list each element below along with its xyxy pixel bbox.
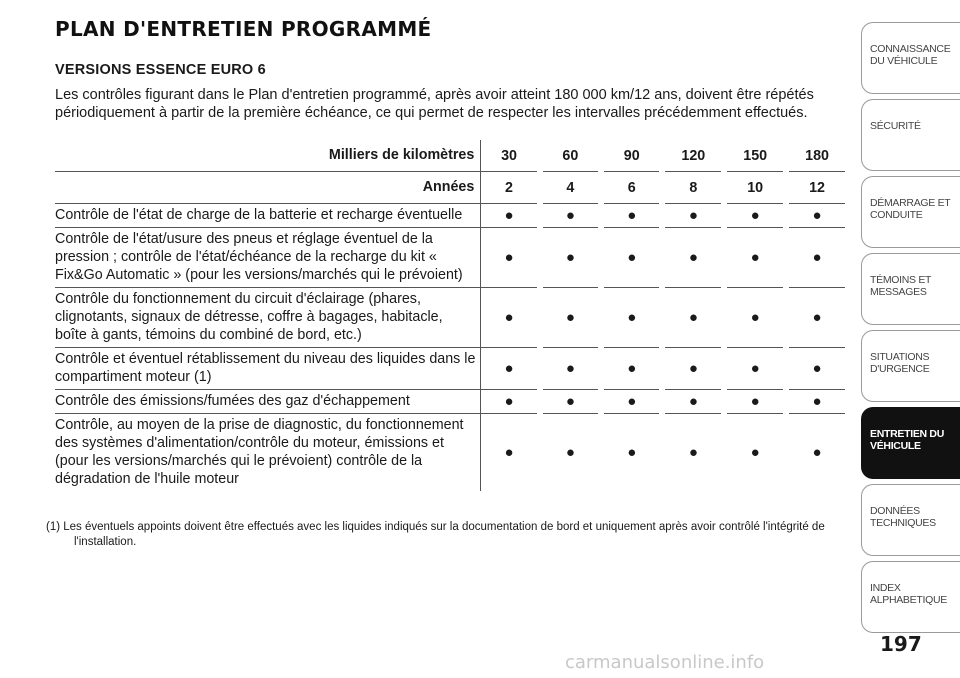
- row-label: Contrôle du fonctionnement du circuit d'éclairage (phares, clignotants, signaux de détresse, coffre à bagages, habitacle, boîte à gants, témoins du combiné de bord, etc.): [55, 288, 481, 348]
- sidebar-item-label: D'URGENCE: [870, 363, 930, 375]
- check-dot: ●: [540, 228, 601, 288]
- sidebar-item-temoins[interactable]: [861, 253, 960, 325]
- check-dot: ●: [724, 414, 786, 492]
- years-value: 12: [786, 172, 845, 204]
- row-label: Contrôle des émissions/fumées des gaz d'échappement: [55, 390, 481, 414]
- table-row: [55, 390, 845, 414]
- sidebar-item-connaissance[interactable]: [861, 22, 960, 94]
- sidebar-item-label: DÉMARRAGE ET: [870, 197, 951, 209]
- check-dot: ●: [662, 288, 724, 348]
- check-dot: ●: [724, 288, 786, 348]
- km-value: 30: [481, 140, 540, 172]
- footnote: (1) Les éventuels appoints doivent être effectués avec les liquides indiqués sur la documentation de bord et uniquement après avoir contrôlé l'intégrité de l'installation.: [46, 521, 825, 548]
- check-dot: ●: [786, 414, 845, 492]
- maintenance-schedule-table: [55, 140, 845, 491]
- check-dot: ●: [481, 228, 540, 288]
- check-dot: ●: [724, 228, 786, 288]
- row-label: Contrôle et éventuel rétablissement du niveau des liquides dans le compartiment moteur (1): [55, 348, 481, 390]
- section-title: VERSIONS ESSENCE EURO 6: [55, 62, 266, 78]
- sidebar-item-entretien[interactable]: [861, 407, 960, 479]
- check-dot: ●: [662, 228, 724, 288]
- check-dot: ●: [540, 288, 601, 348]
- years-header-row: [55, 172, 845, 204]
- years-value: 10: [724, 172, 786, 204]
- row-label: Contrôle de l'état de charge de la batterie et recharge éventuelle: [55, 204, 481, 228]
- chapter-sidebar: [861, 22, 960, 638]
- check-dot: ●: [601, 204, 662, 228]
- sidebar-item-label: VÉHICULE: [870, 440, 921, 452]
- years-value: 8: [662, 172, 724, 204]
- km-value: 150: [724, 140, 786, 172]
- sidebar-item-label: CONNAISSANCE: [870, 43, 951, 55]
- sidebar-item-label: ENTRETIEN DU: [870, 428, 944, 440]
- km-value: 90: [601, 140, 662, 172]
- years-value: 6: [601, 172, 662, 204]
- check-dot: ●: [662, 348, 724, 390]
- check-dot: ●: [601, 348, 662, 390]
- sidebar-item-situations[interactable]: [861, 330, 960, 402]
- check-dot: ●: [481, 348, 540, 390]
- sidebar-item-demarrage[interactable]: [861, 176, 960, 248]
- sidebar-item-donnees[interactable]: [861, 484, 960, 556]
- row-label: Contrôle de l'état/usure des pneus et réglage éventuel de la pression ; contrôle de l'état/échéance de la recharge du kit « Fix&Go Automatic » (pour les versions/marchés qui le prévoient): [55, 228, 481, 288]
- check-dot: ●: [540, 204, 601, 228]
- check-dot: ●: [724, 204, 786, 228]
- sidebar-item-label: DONNÉES: [870, 505, 920, 517]
- check-dot: ●: [540, 414, 601, 492]
- km-header-row: [55, 140, 845, 172]
- sidebar-item-label: MESSAGES: [870, 286, 927, 298]
- intro-paragraph: Les contrôles figurant dans le Plan d'entretien programmé, après avoir atteint 180 000 km/12 ans, doivent être répétés périodiquement à partir de la première échéance, ce qui permet de respecter les intervalles précédemment effectués.: [55, 87, 814, 121]
- check-dot: ●: [540, 348, 601, 390]
- check-dot: ●: [662, 204, 724, 228]
- page-title: PLAN D'ENTRETIEN PROGRAMMÉ: [55, 17, 432, 41]
- check-dot: ●: [481, 288, 540, 348]
- km-value: 120: [662, 140, 724, 172]
- check-dot: ●: [481, 204, 540, 228]
- check-dot: ●: [601, 288, 662, 348]
- check-dot: ●: [786, 204, 845, 228]
- check-dot: ●: [662, 390, 724, 414]
- sidebar-item-label: SITUATIONS: [870, 351, 930, 363]
- page-number: 197: [880, 632, 922, 656]
- check-dot: ●: [481, 390, 540, 414]
- check-dot: ●: [724, 348, 786, 390]
- check-dot: ●: [540, 390, 601, 414]
- check-dot: ●: [601, 414, 662, 492]
- check-dot: ●: [724, 390, 786, 414]
- watermark: carmanualsonline.info: [565, 652, 765, 673]
- years-value: 4: [540, 172, 601, 204]
- table-row: [55, 348, 845, 390]
- check-dot: ●: [481, 414, 540, 492]
- sidebar-item-label: ALPHABETIQUE: [870, 594, 947, 606]
- sidebar-item-label: SÉCURITÉ: [870, 120, 921, 132]
- check-dot: ●: [601, 390, 662, 414]
- km-value: 180: [786, 140, 845, 172]
- check-dot: ●: [786, 348, 845, 390]
- sidebar-item-index[interactable]: [861, 561, 960, 633]
- sidebar-item-label: DU VÉHICULE: [870, 55, 938, 67]
- check-dot: ●: [662, 414, 724, 492]
- check-dot: ●: [601, 228, 662, 288]
- sidebar-item-securite[interactable]: [861, 99, 960, 171]
- km-value: 60: [540, 140, 601, 172]
- sidebar-item-label: TÉMOINS ET: [870, 274, 932, 286]
- check-dot: ●: [786, 390, 845, 414]
- check-dot: ●: [786, 228, 845, 288]
- years-header-label: Années: [55, 172, 481, 204]
- km-header-label: Milliers de kilomètres: [328, 147, 475, 163]
- sidebar-item-label: INDEX: [870, 582, 901, 594]
- table-row: [55, 204, 845, 228]
- table-row: [55, 288, 845, 348]
- row-label: Contrôle, au moyen de la prise de diagnostic, du fonctionnement des systèmes d'alimentation/contrôle du moteur, émissions et (pour les versions/marchés qui le prévoient) contrôle de la dégradation de l'huile moteur: [55, 417, 464, 487]
- check-dot: ●: [786, 288, 845, 348]
- sidebar-item-label: CONDUITE: [870, 209, 923, 221]
- table-row: [55, 414, 845, 492]
- sidebar-item-label: TECHNIQUES: [870, 517, 936, 529]
- table-row: [55, 228, 845, 288]
- years-value: 2: [481, 172, 540, 204]
